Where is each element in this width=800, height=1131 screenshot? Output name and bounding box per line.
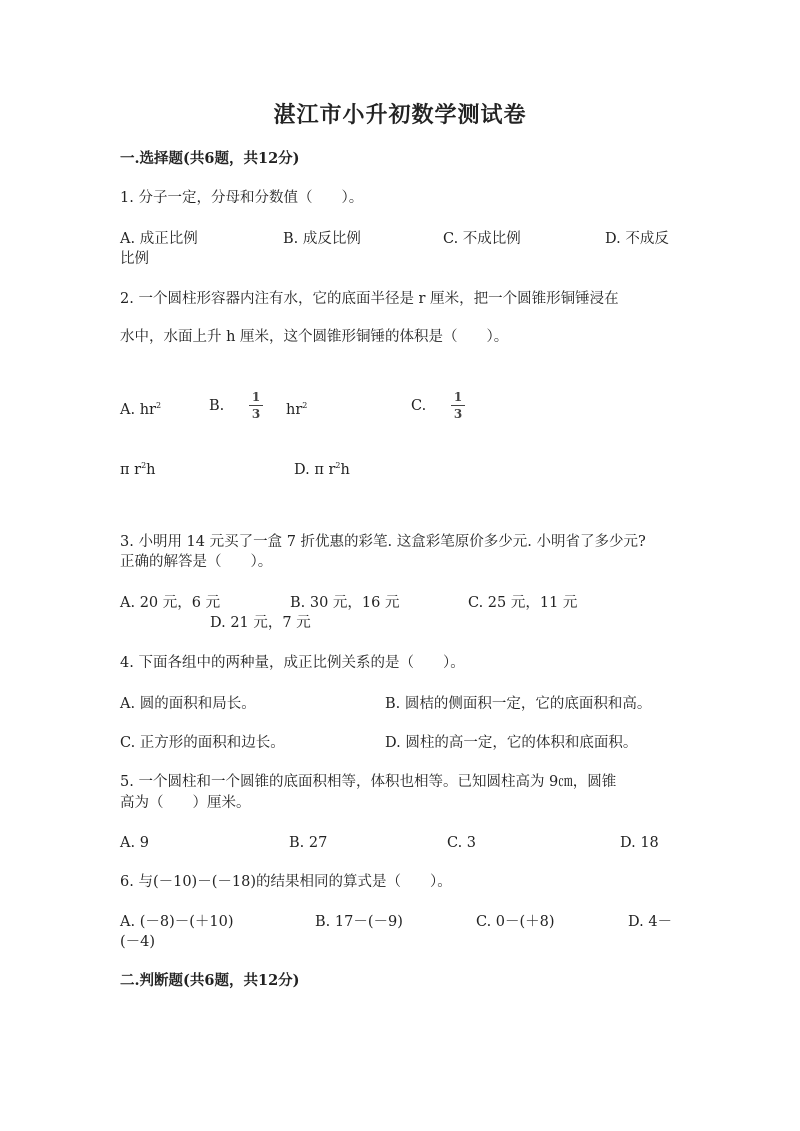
fraction-denominator: 3 xyxy=(251,407,261,421)
fraction-one-third-b xyxy=(249,390,263,421)
section-heading-judgement: 二.判断题(共6题，共12分) xyxy=(120,972,300,989)
question-1-option-a[interactable]: A. 成正比例 xyxy=(120,231,198,247)
question-3-option-d[interactable]: D. 21 元，7 元 xyxy=(210,615,311,631)
question-2-option-c-tail xyxy=(120,457,156,479)
question-4-option-d[interactable]: D. 圆柱的高一定，它的体积和底面积。 xyxy=(385,735,638,751)
question-2-option-c[interactable]: C. xyxy=(411,398,427,414)
question-3-stem-line2: 正确的解答是（ ）。 xyxy=(120,554,273,570)
option-b-text: hr xyxy=(286,402,303,418)
question-2-option-b-tail xyxy=(286,397,307,419)
fraction-one-third-c xyxy=(451,390,465,421)
option-a-text: A. hr xyxy=(120,402,156,418)
question-6-option-a[interactable]: A. (－8)－(＋10) xyxy=(120,914,234,930)
square-exponent: 2 xyxy=(335,461,341,470)
option-d-h: h xyxy=(340,462,350,478)
question-2-option-a[interactable] xyxy=(120,397,161,419)
question-1-option-d[interactable]: D. 不成反 xyxy=(605,231,669,247)
section-heading-choice: 一.选择题(共6题，共12分) xyxy=(120,150,300,167)
fraction-bar xyxy=(249,405,263,406)
option-c-text: π r xyxy=(120,462,142,478)
question-4-stem: 4. 下面各组中的两种量，成正比例关系的是（ ）。 xyxy=(120,655,465,671)
square-exponent: 2 xyxy=(141,461,147,470)
question-3-stem-line1: 3. 小明用 14 元买了一盒 7 折优惠的彩笔. 这盒彩笔原价多少元. 小明省了多少元? xyxy=(120,534,646,550)
question-5-option-b[interactable]: B. 27 xyxy=(289,835,328,851)
fraction-numerator: 1 xyxy=(453,390,463,404)
page-title: 湛江市小升初数学测试卷 xyxy=(273,102,527,128)
question-1-option-b[interactable]: B. 成反比例 xyxy=(283,231,361,247)
question-4-option-b[interactable]: B. 圆桔的侧面积一定，它的底面积和高。 xyxy=(385,696,652,712)
question-1-option-c[interactable]: C. 不成比例 xyxy=(443,231,521,247)
fraction-bar xyxy=(451,405,465,406)
question-6-option-d[interactable]: D. 4－ xyxy=(628,914,673,930)
question-5-stem-line1: 5. 一个圆柱和一个圆锥的底面积相等，体积也相等。已知圆柱高为 9㎝，圆锥 xyxy=(120,774,617,790)
square-exponent: 2 xyxy=(302,401,308,410)
question-6-option-d-wrap: (－4) xyxy=(120,934,156,950)
question-3-option-a[interactable]: A. 20 元，6 元 xyxy=(120,595,221,611)
fraction-numerator: 1 xyxy=(251,390,261,404)
question-4-option-c[interactable]: C. 正方形的面积和边长。 xyxy=(120,735,285,751)
question-1-stem: 1. 分子一定，分母和分数值（ ）。 xyxy=(120,190,364,206)
question-6-option-c[interactable]: C. 0－(＋8) xyxy=(476,914,555,930)
fraction-denominator: 3 xyxy=(453,407,463,421)
question-5-option-a[interactable]: A. 9 xyxy=(120,835,149,851)
question-2-option-d[interactable] xyxy=(294,457,350,479)
question-2-option-b[interactable]: B. xyxy=(209,398,225,414)
question-5-stem-line2: 高为（ ）厘米。 xyxy=(120,795,251,811)
question-2-stem-line1: 2. 一个圆柱形容器内注有水，它的底面半径是 r 厘米，把一个圆锥形铜锤浸在 xyxy=(120,291,619,307)
question-3-option-b[interactable]: B. 30 元，16 元 xyxy=(290,595,400,611)
question-5-option-d[interactable]: D. 18 xyxy=(620,835,659,851)
question-4-option-a[interactable]: A. 圆的面积和局长。 xyxy=(120,696,256,712)
question-6-stem: 6. 与(－10)－(－18)的结果相同的算式是（ ）。 xyxy=(120,874,452,890)
question-1-option-d-wrap: 比例 xyxy=(120,251,149,267)
question-3-option-c[interactable]: C. 25 元，11 元 xyxy=(468,595,578,611)
square-exponent: 2 xyxy=(155,401,162,410)
option-c-h: h xyxy=(146,462,156,478)
question-5-option-c[interactable]: C. 3 xyxy=(447,835,477,851)
question-2-stem-line2: 水中，水面上升 h 厘米，这个圆锥形铜锤的体积是（ ）。 xyxy=(120,329,509,345)
question-6-option-b[interactable]: B. 17－(－9) xyxy=(315,914,403,930)
option-d-text: D. π r xyxy=(294,462,336,478)
